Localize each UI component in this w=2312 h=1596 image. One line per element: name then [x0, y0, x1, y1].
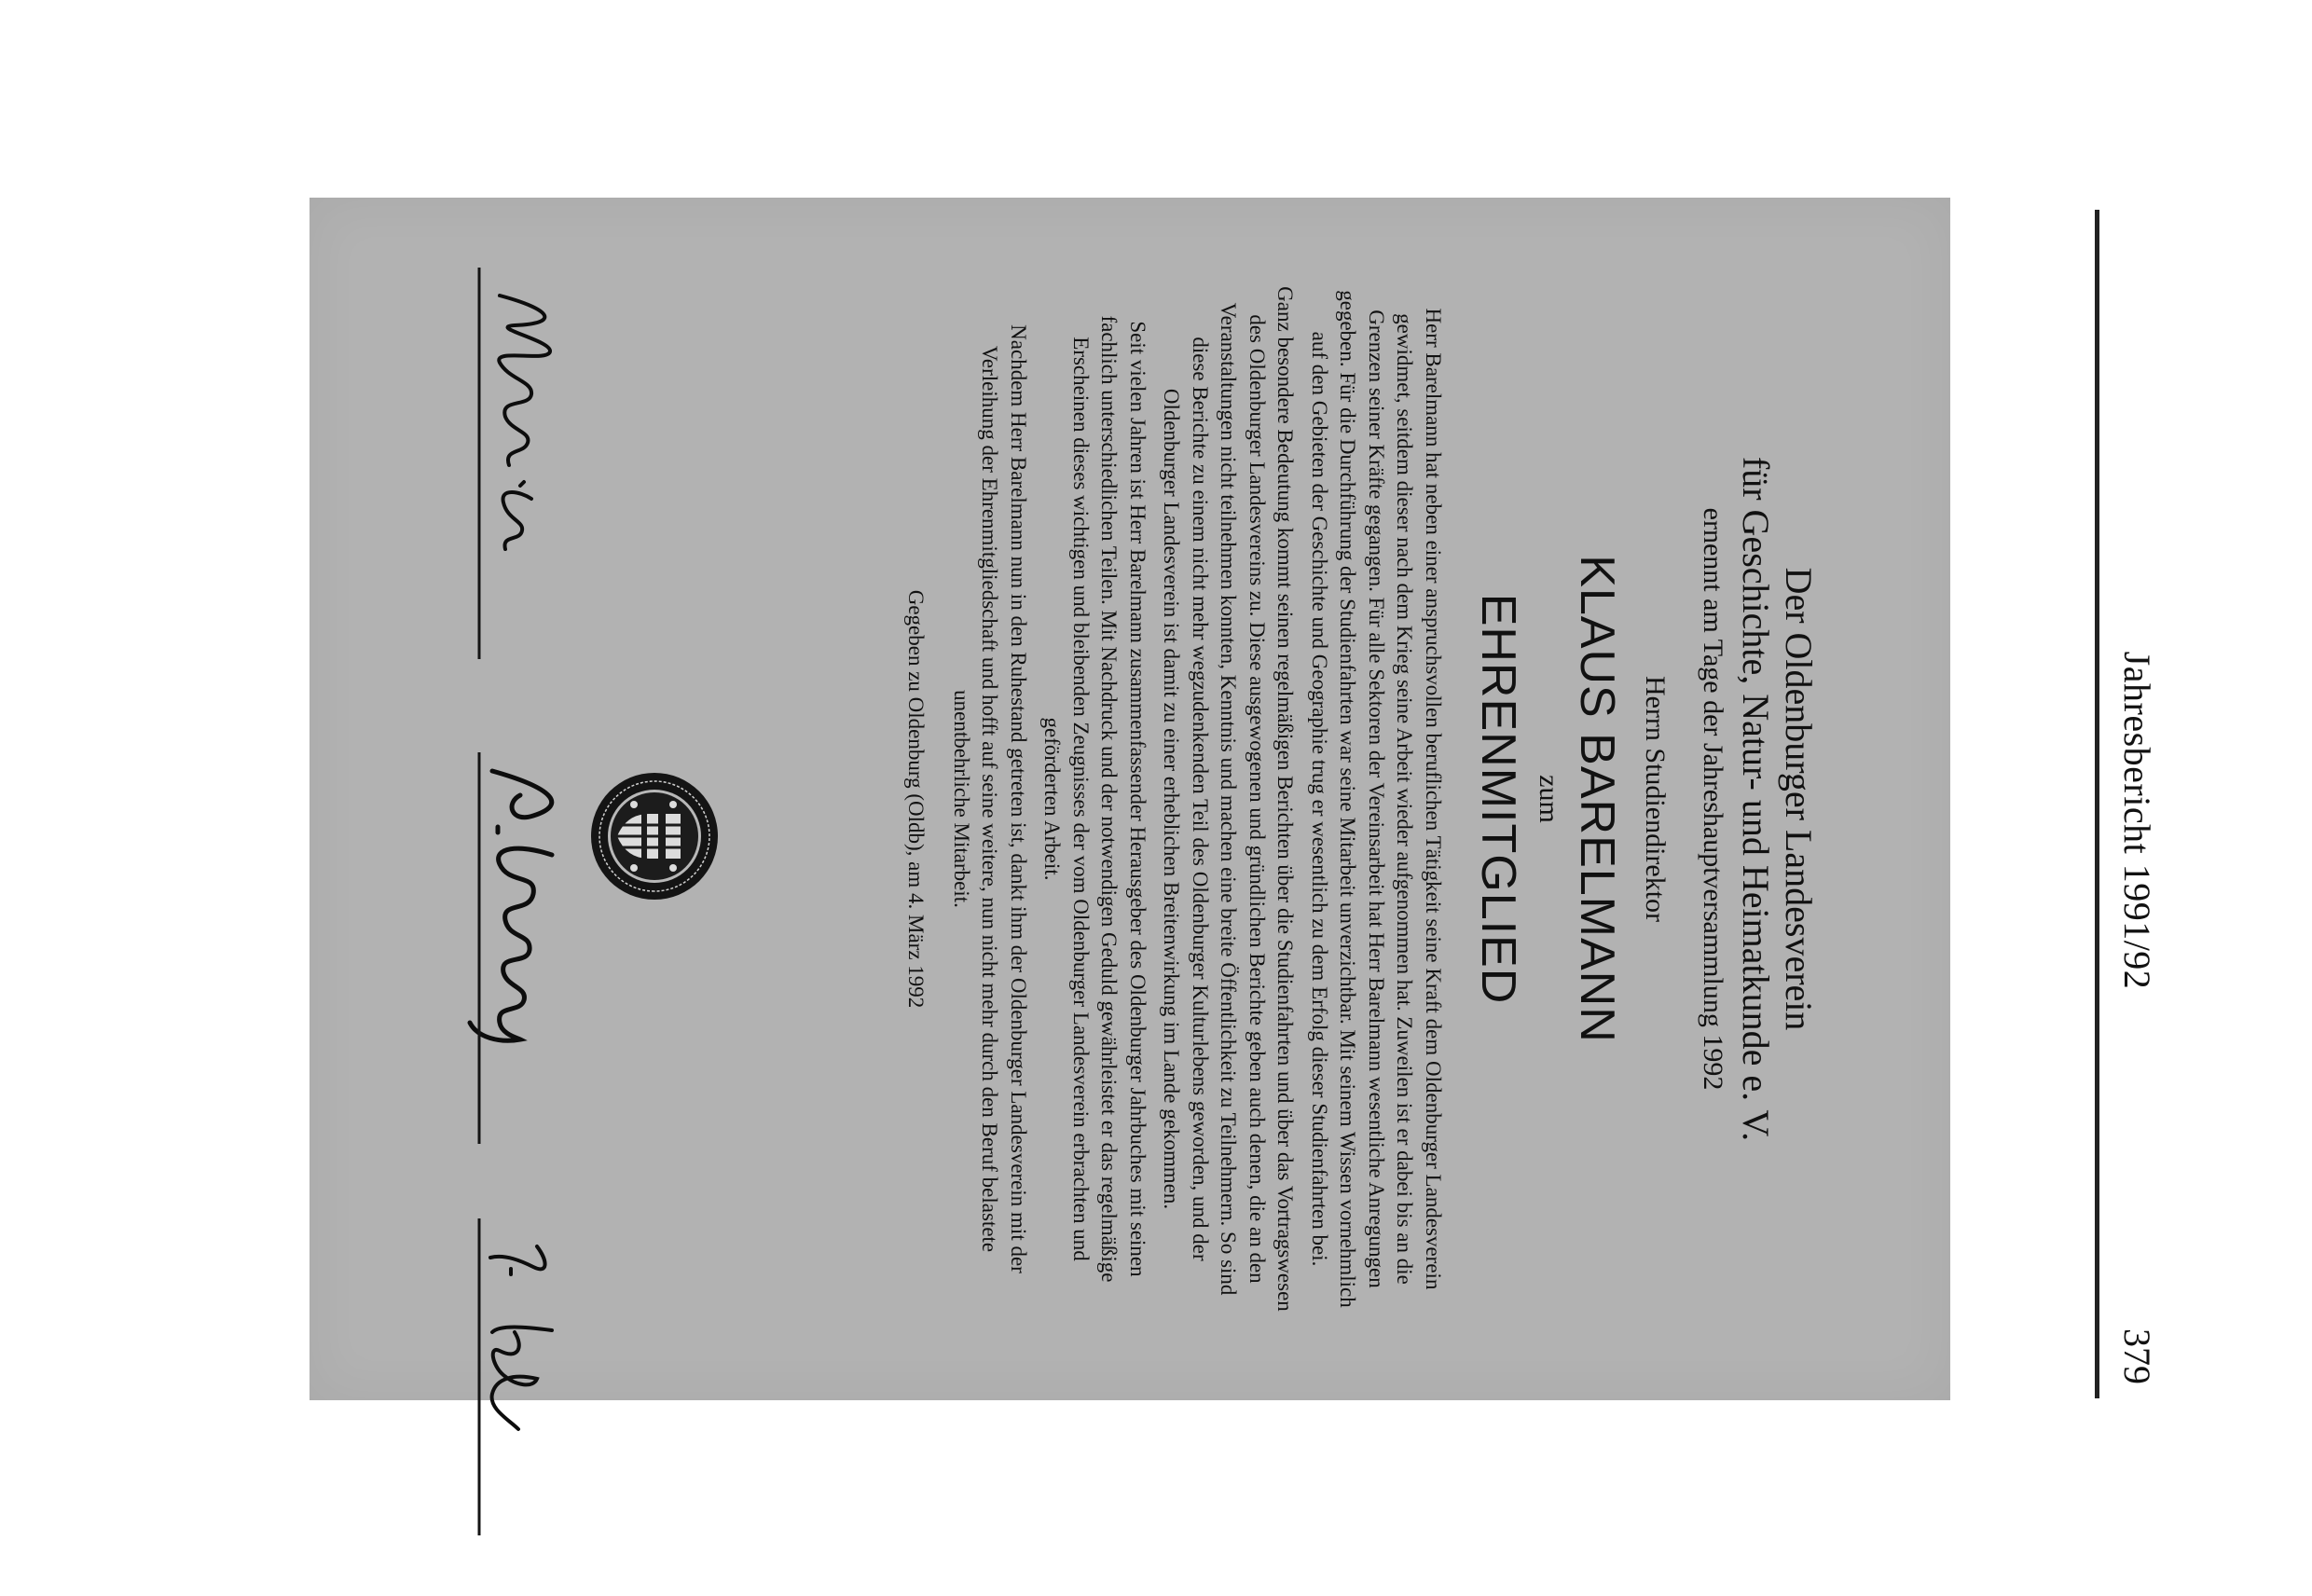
laudatio-paragraph: Ganz besondere Bedeutung kommt seinen regelmäßigen Berichten über die Studienfahrten und über das Vortragswesen des Oldenburger Landesvereins zu. Diese ausgewogenen und gründlichen Berichte geben auch denen, die an den Veranstaltungen nicht teilnehmen konnten, Kenntnis und machen eine breite Öffentlichkeit zu Teilnehmern. So sind diese Berichte zu einem nicht mehr wegzudenkenden Teil des Oldenburger Kulturlebens geworden, und der Oldenburger Landesverein ist damit zu einer erheblichen Breitenwirkung im Lande gekommen.: [1160, 286, 1298, 1312]
laudatio-paragraph: Herr Barelmann hat neben einer anspruchsvollen beruflichen Tätigkeit seine Kraft dem Oldenburger Landesverein gewidmet, seitdem dieser nach dem Krieg seine Arbeit wieder aufgenommen hat. Zuweilen ist er dabei bis an die Grenzen seiner Kräfte gegangen. Für alle Sektoren der Vereinsarbeit hat Herr Barelmann wesentliche Anregungen gegeben. Für die Durchführung der Studienfahrten war seine Mitarbeit unverzichtbar. Mit seinem Wissen vornehmlich auf den Gebieten der Geschichte und Geographie trug er wesentlich zu dem Erfolg dieser Studienfahrten bei.: [1308, 290, 1445, 1308]
association-seal-icon: [589, 771, 720, 901]
honoree-name: KLAUS BARELMANN: [1570, 555, 1624, 1043]
page-number: 379: [2116, 1328, 2158, 1384]
laudatio-paragraph: Nachdem Herr Barelmann nun in den Ruhestand getreten ist, dankt ihm der Oldenburger Landesverein mit der Verleihung der Ehrenmitgliedschaft und hofft auf seine weitere, nun nicht mehr durch den Beruf belastete unentbehrliche Mitarbeit.: [950, 324, 1030, 1273]
occasion-line: ernennt am Tage der Jahreshauptversammlung 1992: [1698, 507, 1728, 1091]
laudatio-paragraph: Seit vielen Jahren ist Herr Barelmann zusammenfassender Herausgeber des Oldenburger Jahrbuches mit seinen fachlich unterschiedlichen Teilen. Mit Nachdruck und der notwendigen Geduld gewährleistet er das regelmäßige Erscheinen dieses wichtigen und bleibenden Zeugnisses der vom Oldenburger Landesverein erbrachten und geförderten Arbeit.: [1040, 315, 1149, 1283]
signature-3: [459, 1209, 589, 1545]
laudatio-text: [947, 286, 1448, 1312]
certificate: [356, 249, 1904, 1349]
date-line: Gegeben zu Oldenburg (Oldb), am 4. März 1992: [904, 589, 929, 1009]
organization-name-line-1: Der Oldenburger Landesverein: [1778, 567, 1820, 1031]
running-head: Jahresbericht 1991/92: [2116, 651, 2158, 990]
signature-row: [375, 258, 729, 1340]
certificate-scan: [310, 198, 1950, 1400]
signature-1: [459, 258, 589, 668]
zum-word: zum: [1534, 775, 1564, 823]
organization-name-line-2: für Geschichte, Natur- und Heimatkunde e. V.: [1735, 456, 1777, 1142]
signature-2: [459, 743, 589, 1153]
honoree-title: Herrn Studiendirektor: [1640, 675, 1671, 923]
award-title: EHRENMITGLIED: [1471, 593, 1525, 1005]
header-rule: [2095, 210, 2099, 1398]
